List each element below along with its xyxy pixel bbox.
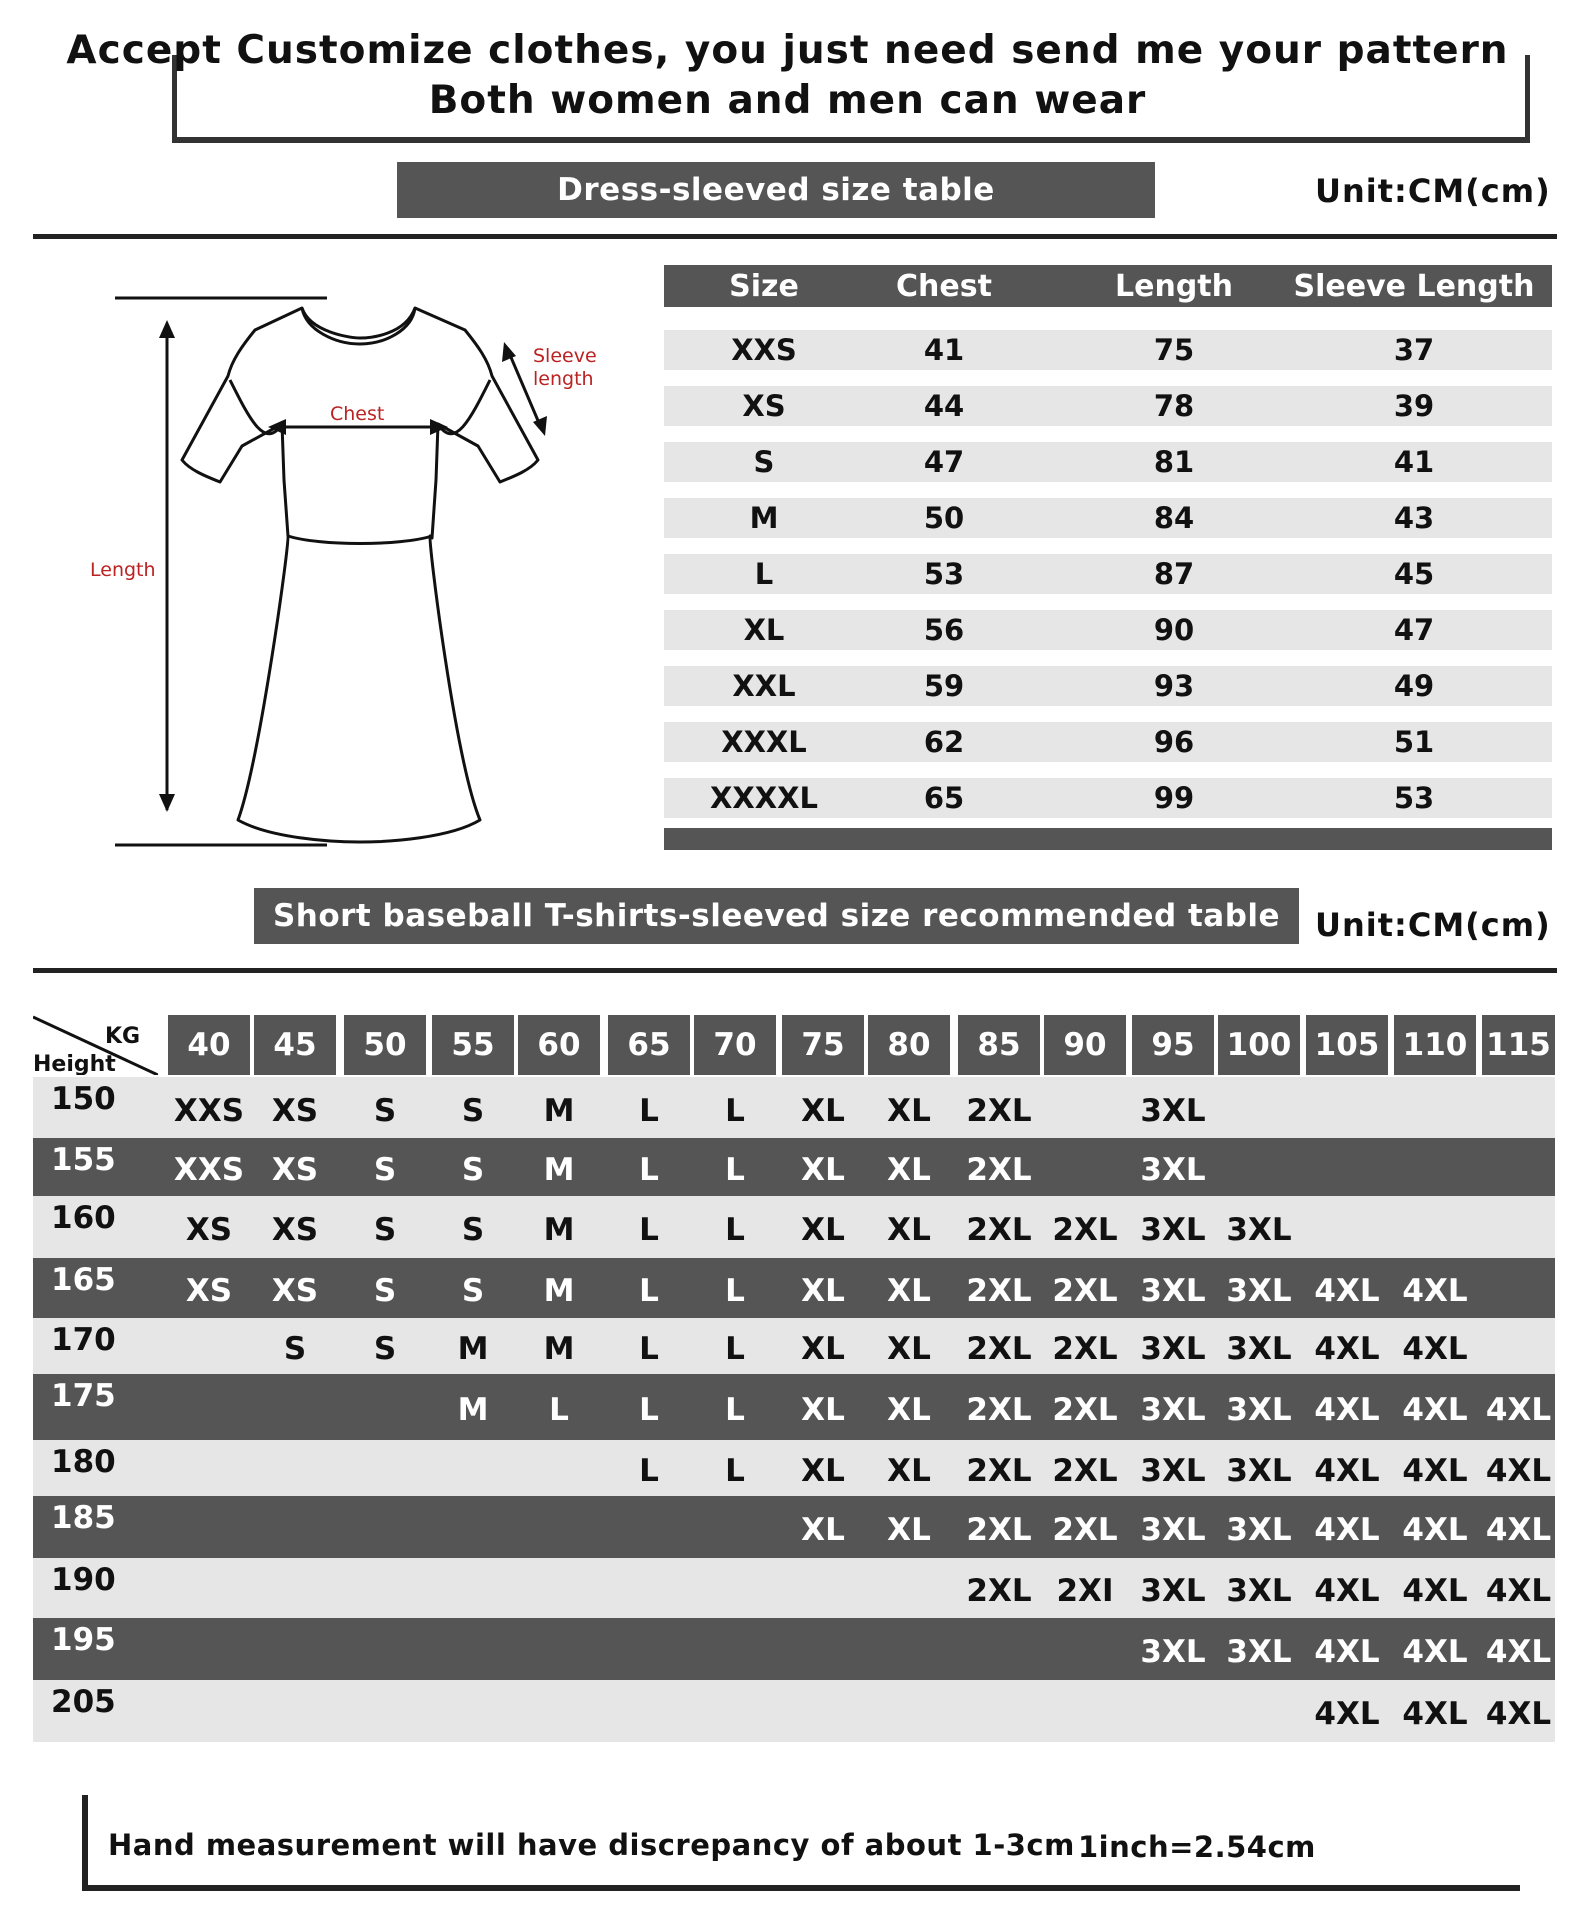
size-cell: L <box>639 1331 659 1367</box>
size-cell <box>688 1680 782 1742</box>
size-cell <box>602 1558 696 1618</box>
size-cell: XL <box>801 1453 845 1489</box>
dress-table-cell: 81 <box>1153 445 1195 479</box>
height-cell: 150 <box>51 1081 116 1117</box>
header-line-2: Both women and men can wear <box>428 78 1147 123</box>
size-cell <box>776 1618 870 1680</box>
size-cell <box>512 1618 606 1680</box>
height-cell: 195 <box>51 1622 116 1658</box>
dress-table-row <box>664 498 1552 538</box>
col-sleeve-length: Sleeve Length <box>1293 268 1535 304</box>
size-cell: 3XL <box>1226 1273 1292 1309</box>
height-cell: 185 <box>51 1500 116 1536</box>
size-cell: XS <box>185 1212 233 1248</box>
size-cell: 2XL <box>966 1392 1032 1428</box>
size-cell: XL <box>887 1152 931 1188</box>
size-cell: S <box>461 1152 485 1188</box>
size-cell: 4XL <box>1402 1273 1468 1309</box>
size-cell <box>162 1440 256 1496</box>
size-cell: 3XL <box>1140 1634 1206 1670</box>
dress-table-cell: 41 <box>923 333 965 367</box>
size-cell <box>952 1680 1046 1742</box>
size-cell <box>1476 1318 1561 1374</box>
size-cell <box>688 1558 782 1618</box>
size-cell: XL <box>801 1512 845 1548</box>
size-cell <box>776 1558 870 1618</box>
dress-table-cell: 49 <box>1393 669 1435 703</box>
size-cell <box>162 1558 256 1618</box>
size-cell: L <box>639 1212 659 1248</box>
size-cell: 4XL <box>1485 1512 1552 1548</box>
recommend-table-unit: Unit:CM(cm) <box>1315 906 1551 944</box>
corner-height: Height <box>33 1052 116 1075</box>
size-cell: 4XL <box>1485 1573 1552 1609</box>
size-cell: 3XL <box>1140 1273 1206 1309</box>
size-cell <box>952 1618 1046 1680</box>
dress-table-row <box>664 330 1552 370</box>
sleeve-label-2: length <box>533 368 594 390</box>
dress-table-cell: 39 <box>1393 389 1435 423</box>
corner-kg: KG <box>105 1024 141 1049</box>
size-cell <box>1038 1618 1132 1680</box>
size-cell: XL <box>887 1453 931 1489</box>
size-cell: XL <box>801 1331 845 1367</box>
size-row <box>33 1374 1555 1440</box>
size-cell: XL <box>887 1092 931 1129</box>
size-cell: 3XL <box>1140 1331 1206 1367</box>
size-cell: 2XL <box>966 1573 1032 1609</box>
size-cell <box>512 1558 606 1618</box>
dress-table-footer-bar <box>664 828 1552 850</box>
size-cell: L <box>639 1273 659 1309</box>
dress-table-row <box>664 442 1552 482</box>
col-chest: Chest <box>896 268 992 304</box>
size-cell <box>1388 1138 1482 1196</box>
size-cell: M <box>543 1273 575 1309</box>
dress-table-cell: L <box>754 557 774 591</box>
dress-table-cell: 53 <box>923 557 965 591</box>
size-cell: 4XL <box>1402 1453 1468 1489</box>
dress-table-header <box>664 265 1552 307</box>
size-cell: 4XL <box>1314 1273 1380 1309</box>
weight-header: 55 <box>432 1015 514 1075</box>
size-cell: 4XL <box>1314 1573 1380 1609</box>
size-cell <box>1212 1680 1306 1742</box>
dress-table-cell: 75 <box>1153 333 1195 367</box>
size-cell: L <box>639 1453 659 1489</box>
size-cell <box>338 1496 432 1558</box>
size-cell: L <box>725 1273 745 1309</box>
size-cell <box>338 1618 432 1680</box>
size-cell: M <box>543 1331 575 1367</box>
size-cell <box>688 1618 782 1680</box>
size-cell <box>338 1440 432 1496</box>
size-cell: 2XL <box>966 1152 1032 1188</box>
size-cell: 2XL <box>1052 1453 1118 1489</box>
weight-header: 60 <box>518 1015 600 1075</box>
size-row <box>33 1138 1555 1196</box>
height-cell: 160 <box>51 1200 116 1236</box>
size-cell <box>1038 1077 1132 1138</box>
size-cell <box>162 1618 256 1680</box>
size-cell: 3XL <box>1140 1392 1206 1428</box>
height-cell: 180 <box>51 1444 116 1480</box>
dress-table-cell: 44 <box>923 389 965 423</box>
size-cell: 4XL <box>1314 1696 1380 1732</box>
size-row <box>33 1680 1555 1742</box>
size-cell <box>1038 1138 1132 1196</box>
weight-header: 110 <box>1394 1015 1476 1075</box>
size-cell <box>162 1374 256 1440</box>
size-cell: L <box>725 1331 745 1367</box>
size-cell <box>1212 1138 1306 1196</box>
weight-header: 45 <box>254 1015 336 1075</box>
size-cell: 3XL <box>1140 1212 1206 1248</box>
size-cell <box>162 1680 256 1742</box>
size-cell <box>1388 1196 1482 1258</box>
size-row <box>33 1318 1555 1374</box>
height-cell: 175 <box>51 1378 116 1414</box>
size-cell: S <box>373 1152 397 1188</box>
footer-note: Hand measurement will have discrepancy of about 1-3cm <box>108 1828 1075 1862</box>
size-cell: XS <box>271 1092 319 1129</box>
dress-table-cell: 47 <box>923 445 965 479</box>
size-cell <box>512 1496 606 1558</box>
size-cell <box>338 1374 432 1440</box>
size-cell: M <box>457 1392 489 1428</box>
size-cell: XXS <box>173 1152 245 1188</box>
size-cell <box>248 1440 342 1496</box>
size-cell: 2XL <box>966 1092 1032 1129</box>
size-cell <box>602 1680 696 1742</box>
dress-table-cell: 65 <box>923 781 965 815</box>
dress-table-cell: XXL <box>732 669 796 703</box>
weight-header: 90 <box>1044 1015 1126 1075</box>
size-cell: XL <box>887 1392 931 1428</box>
size-cell: XL <box>887 1512 931 1548</box>
size-cell: M <box>543 1092 575 1129</box>
dress-table-row <box>664 610 1552 650</box>
size-cell <box>248 1558 342 1618</box>
dress-table-cell: 87 <box>1153 557 1195 591</box>
size-cell: 2XL <box>1052 1512 1118 1548</box>
size-cell: XL <box>801 1212 845 1248</box>
dress-table-title: Dress-sleeved size table <box>397 162 1155 218</box>
footer-conversion: 1inch=2.54cm <box>1078 1830 1316 1864</box>
size-cell <box>162 1496 256 1558</box>
dress-table-cell: XXXL <box>721 725 807 759</box>
size-cell: S <box>373 1273 397 1309</box>
weight-header: 50 <box>344 1015 426 1075</box>
size-cell <box>1476 1196 1561 1258</box>
size-cell <box>426 1680 520 1742</box>
size-cell: 4XL <box>1314 1453 1380 1489</box>
size-cell: 4XL <box>1402 1696 1468 1732</box>
height-cell: 155 <box>51 1142 116 1178</box>
size-cell: 4XL <box>1485 1634 1552 1670</box>
dress-table-cell: 53 <box>1393 781 1435 815</box>
size-cell <box>1300 1138 1394 1196</box>
size-cell <box>426 1618 520 1680</box>
size-cell: XL <box>801 1152 845 1188</box>
size-row <box>33 1440 1555 1496</box>
size-cell: 3XL <box>1140 1512 1206 1548</box>
size-cell: 3XL <box>1140 1573 1206 1609</box>
size-cell: S <box>283 1331 307 1367</box>
chest-label: Chest <box>330 403 385 425</box>
size-cell: L <box>549 1392 569 1428</box>
size-cell: L <box>725 1453 745 1489</box>
size-cell: 3XL <box>1226 1453 1292 1489</box>
size-cell: 2XL <box>966 1512 1032 1548</box>
weight-header: 70 <box>694 1015 776 1075</box>
size-row <box>33 1258 1555 1318</box>
size-cell: L <box>725 1212 745 1248</box>
dress-table-cell: 45 <box>1393 557 1435 591</box>
height-cell: 165 <box>51 1262 116 1298</box>
header-line-1: Accept Customize clothes, you just need send me your pattern <box>66 28 1509 73</box>
size-cell: S <box>373 1092 397 1129</box>
weight-header: 65 <box>608 1015 690 1075</box>
size-cell: 3XL <box>1226 1573 1292 1609</box>
size-cell <box>688 1496 782 1558</box>
size-cell: XS <box>271 1152 319 1188</box>
size-cell <box>776 1680 870 1742</box>
size-cell: S <box>461 1092 485 1129</box>
size-cell: S <box>373 1212 397 1248</box>
size-cell: 4XL <box>1402 1634 1468 1670</box>
size-cell: 4XL <box>1402 1573 1468 1609</box>
dress-table-row <box>664 722 1552 762</box>
size-cell: 2XL <box>966 1273 1032 1309</box>
size-cell: 3XL <box>1226 1331 1292 1367</box>
size-cell <box>1300 1196 1394 1258</box>
weight-header: 115 <box>1482 1015 1555 1075</box>
size-cell <box>248 1374 342 1440</box>
size-cell: 4XL <box>1402 1331 1468 1367</box>
size-cell: XS <box>185 1273 233 1309</box>
size-cell: 3XL <box>1226 1392 1292 1428</box>
dress-table-cell: 84 <box>1153 501 1195 535</box>
size-cell: S <box>373 1331 397 1367</box>
size-cell: L <box>725 1392 745 1428</box>
size-row <box>33 1196 1555 1258</box>
dress-table-cell: 99 <box>1153 781 1195 815</box>
dress-table-cell: XS <box>742 389 786 423</box>
size-row <box>33 1496 1555 1558</box>
dress-table-cell: 59 <box>923 669 965 703</box>
size-cell: 2XL <box>1052 1392 1118 1428</box>
size-cell: 2XL <box>966 1331 1032 1367</box>
size-cell: S <box>461 1212 485 1248</box>
divider-middle <box>33 968 1557 973</box>
size-row <box>33 1618 1555 1680</box>
size-cell: XL <box>887 1331 931 1367</box>
dress-table-cell: 50 <box>923 501 965 535</box>
size-cell: 3XL <box>1226 1512 1292 1548</box>
size-cell: 2XL <box>1052 1212 1118 1248</box>
dress-table-cell: 93 <box>1153 669 1195 703</box>
size-cell: 2XL <box>966 1453 1032 1489</box>
size-cell: 2XI <box>1056 1573 1114 1609</box>
size-cell: L <box>725 1092 745 1129</box>
size-cell: S <box>461 1273 485 1309</box>
size-cell <box>1476 1138 1561 1196</box>
size-cell: L <box>639 1392 659 1428</box>
dress-table-cell: M <box>749 501 779 535</box>
size-cell: L <box>639 1152 659 1188</box>
size-cell: 2XL <box>966 1212 1032 1248</box>
size-cell <box>1476 1258 1561 1318</box>
dress-table-cell: 43 <box>1393 501 1435 535</box>
size-cell: XL <box>887 1273 931 1309</box>
dress-table-row <box>664 778 1552 818</box>
size-cell <box>426 1496 520 1558</box>
height-cell: 190 <box>51 1562 116 1598</box>
weight-header: 100 <box>1218 1015 1300 1075</box>
size-cell: XS <box>271 1273 319 1309</box>
size-cell: 4XL <box>1485 1392 1552 1428</box>
size-cell: XL <box>801 1273 845 1309</box>
size-cell <box>426 1440 520 1496</box>
dress-table-cell: 41 <box>1393 445 1435 479</box>
dress-table-cell: 37 <box>1393 333 1435 367</box>
size-cell <box>512 1680 606 1742</box>
size-cell <box>1300 1077 1394 1138</box>
size-cell: XL <box>801 1392 845 1428</box>
size-cell: 4XL <box>1314 1392 1380 1428</box>
height-cell: 205 <box>51 1684 116 1720</box>
size-cell: XL <box>801 1092 845 1129</box>
size-cell: 3XL <box>1140 1092 1206 1129</box>
dress-table-cell: S <box>753 445 775 479</box>
dress-table-cell: 51 <box>1393 725 1435 759</box>
size-cell <box>248 1680 342 1742</box>
weight-header: 80 <box>868 1015 950 1075</box>
dress-table-cell: 47 <box>1393 613 1435 647</box>
size-cell: M <box>457 1331 489 1367</box>
size-cell <box>1212 1077 1306 1138</box>
recommend-table-title: Short baseball T-shirts-sleeved size recommended table <box>254 888 1299 944</box>
weight-header: 105 <box>1306 1015 1388 1075</box>
dress-table-unit: Unit:CM(cm) <box>1315 172 1551 210</box>
size-cell <box>1126 1680 1220 1742</box>
weight-header: 75 <box>782 1015 864 1075</box>
weight-header: 40 <box>168 1015 250 1075</box>
corner-cell <box>33 1015 158 1075</box>
dress-table-cell: 78 <box>1153 389 1195 423</box>
dress-diagram <box>60 280 620 860</box>
size-cell <box>248 1618 342 1680</box>
size-cell: 4XL <box>1485 1696 1552 1732</box>
size-row <box>33 1558 1555 1618</box>
size-cell <box>512 1440 606 1496</box>
size-cell: 4XL <box>1314 1634 1380 1670</box>
size-cell: 4XL <box>1314 1331 1380 1367</box>
size-cell: M <box>543 1212 575 1248</box>
length-label: Length <box>90 559 156 581</box>
dress-table-cell: XL <box>743 613 785 647</box>
size-cell <box>862 1558 956 1618</box>
size-cell: 3XL <box>1140 1152 1206 1188</box>
size-cell: 3XL <box>1226 1212 1292 1248</box>
size-cell: 2XL <box>1052 1273 1118 1309</box>
size-cell: 4XL <box>1485 1453 1552 1489</box>
dress-table-cell: 96 <box>1153 725 1195 759</box>
size-cell <box>1038 1680 1132 1742</box>
size-cell <box>338 1558 432 1618</box>
size-cell: 3XL <box>1226 1634 1292 1670</box>
weight-header: 95 <box>1132 1015 1214 1075</box>
size-cell: M <box>543 1152 575 1188</box>
size-cell: XS <box>271 1212 319 1248</box>
size-cell: XL <box>887 1212 931 1248</box>
size-cell: L <box>639 1092 659 1129</box>
size-cell <box>1388 1077 1482 1138</box>
size-cell <box>248 1496 342 1558</box>
size-row <box>33 1077 1555 1138</box>
size-cell: 4XL <box>1402 1392 1468 1428</box>
size-cell <box>162 1318 256 1374</box>
dress-table-cell: XXXXL <box>710 781 818 815</box>
dress-table-row <box>664 554 1552 594</box>
size-cell: 4XL <box>1314 1512 1380 1548</box>
size-cell <box>1476 1077 1561 1138</box>
size-cell: 2XL <box>1052 1331 1118 1367</box>
size-cell: XXS <box>173 1092 245 1129</box>
dress-table-row <box>664 386 1552 426</box>
sleeve-label-1: Sleeve <box>533 345 597 367</box>
col-size: Size <box>729 268 799 304</box>
size-cell <box>862 1618 956 1680</box>
dress-table-row <box>664 666 1552 706</box>
divider-top <box>33 234 1557 239</box>
size-cell: 3XL <box>1140 1453 1206 1489</box>
height-cell: 170 <box>51 1322 116 1358</box>
size-cell: 4XL <box>1402 1512 1468 1548</box>
weight-header: 85 <box>958 1015 1040 1075</box>
size-cell <box>338 1680 432 1742</box>
dress-table-cell: XXS <box>731 333 797 367</box>
size-cell <box>426 1558 520 1618</box>
size-cell: L <box>725 1152 745 1188</box>
size-cell <box>862 1680 956 1742</box>
col-length: Length <box>1115 268 1233 304</box>
size-cell <box>602 1496 696 1558</box>
size-cell <box>602 1618 696 1680</box>
dress-table-cell: 90 <box>1153 613 1195 647</box>
dress-table-cell: 56 <box>923 613 965 647</box>
dress-table-cell: 62 <box>923 725 965 759</box>
